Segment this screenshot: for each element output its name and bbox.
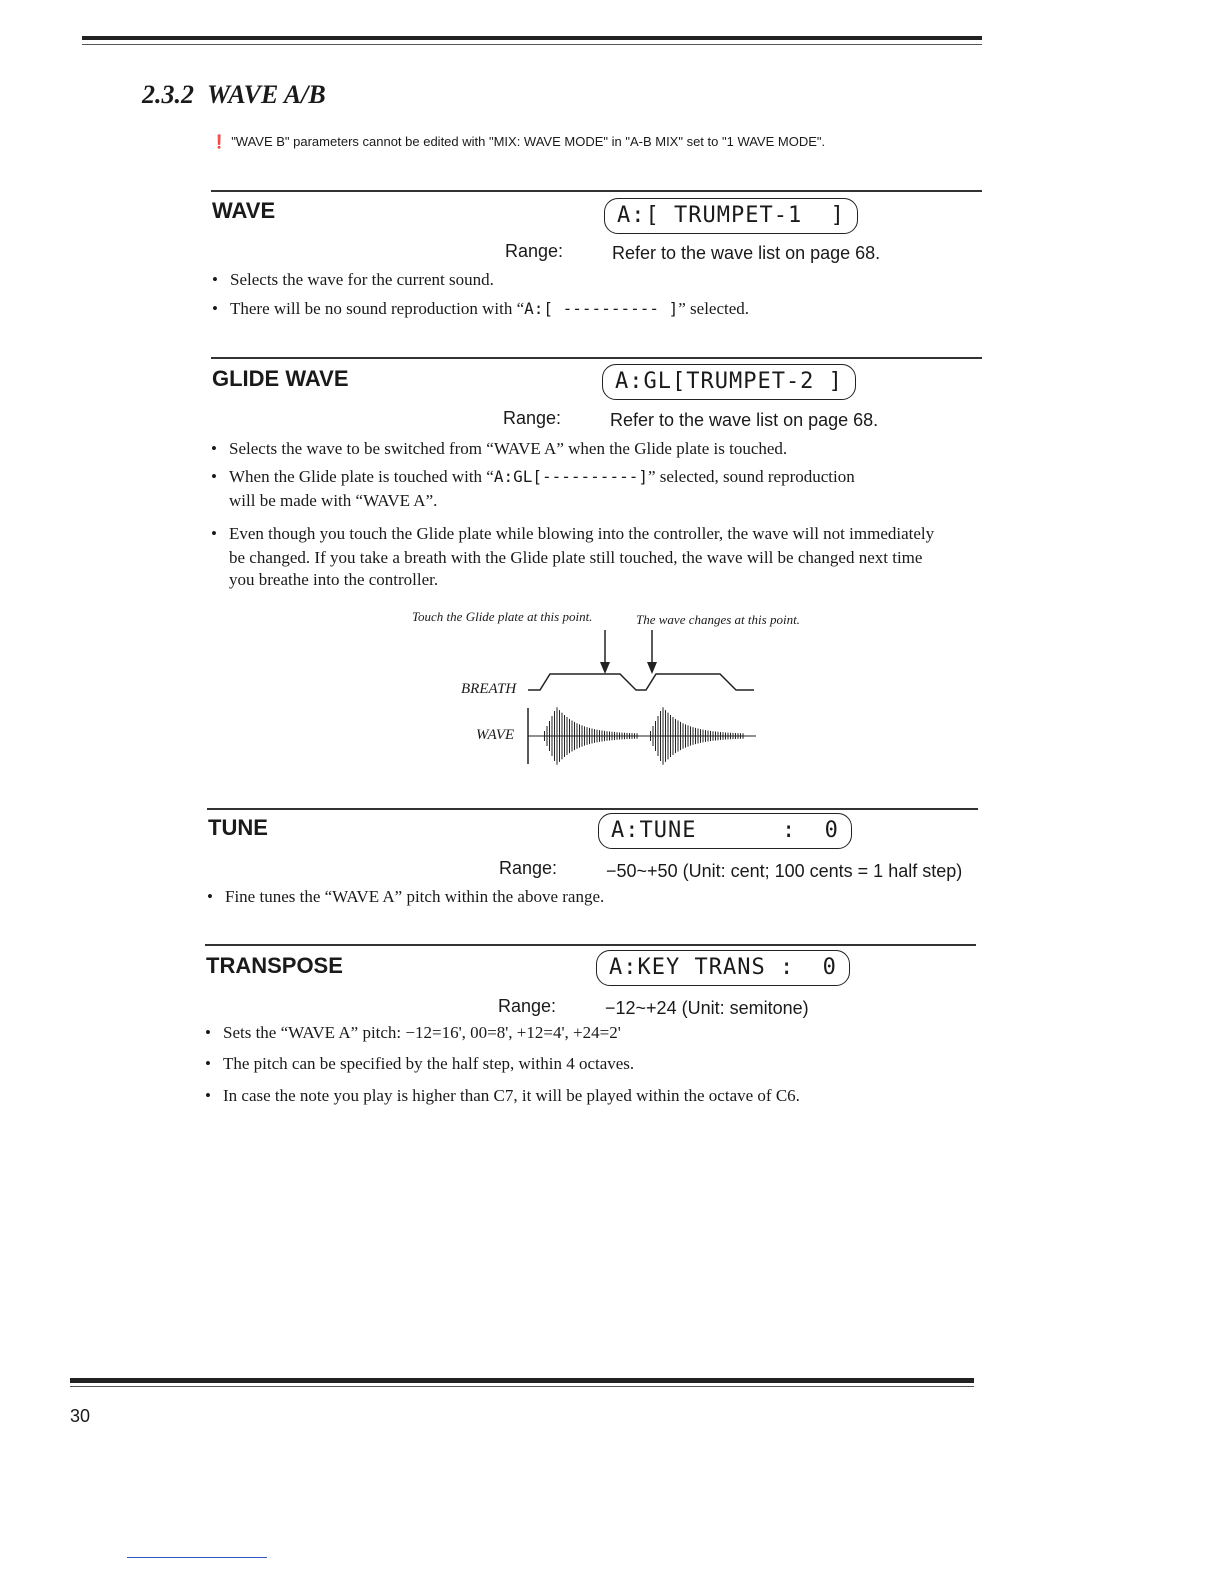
transpose-bullet-1: • Sets the “WAVE A” pitch: −12=16', 00=8', +12=4', +24=2'	[205, 1023, 621, 1042]
section-heading	[142, 80, 326, 110]
tune-lcd-display: A:TUNE : 0	[598, 813, 852, 849]
bottom-rule	[70, 1378, 974, 1383]
bottom-rule-thin	[70, 1386, 974, 1387]
transpose-bullet-3: • In case the note you play is higher than C7, it will be played within the octave of C6.	[205, 1086, 800, 1105]
breath-line	[528, 674, 754, 690]
note-text: "WAVE B" parameters cannot be edited with "MIX: WAVE MODE" in "A-B MIX" set to "1 WAVE MODE".	[231, 134, 826, 149]
wave-bullet-2: • There will be no sound reproduction with “A:[ ---------- ]” selected.	[212, 299, 750, 318]
glide-range-label: Range:	[503, 408, 562, 428]
wave-range-label: Range:	[505, 241, 564, 261]
arrow-change	[647, 630, 657, 674]
glide-lcd-display: A:GL[TRUMPET-2 ]	[602, 364, 856, 400]
glide-rule	[211, 357, 982, 359]
glide-bullet-lcd: A:GL[----------]	[493, 467, 648, 486]
transpose-lcd-display: A:KEY TRANS : 0	[596, 950, 850, 986]
wave-title: WAVE	[212, 198, 276, 223]
glide-title: GLIDE WAVE	[212, 366, 349, 391]
tune-title: TUNE	[208, 815, 268, 840]
glide-bullet-1: • Selects the wave to be switched from “WAVE A” when the Glide plate is touched.	[211, 439, 788, 458]
transpose-range-value: −12~+24 (Unit: semitone)	[605, 998, 809, 1018]
tune-rule	[207, 808, 978, 810]
glide-bullet-3-line2: be changed. If you take a breath with the Glide plate still touched, the wave will be changed next time	[229, 548, 923, 567]
wave-range-value: Refer to the wave list on page 68.	[612, 243, 881, 263]
wave-bullet-lcd: A:[ ---------- ]	[524, 299, 679, 318]
diagram-caption-touch: Touch the Glide plate at this point.	[412, 609, 593, 624]
transpose-rule	[205, 944, 976, 946]
breath-wave-diagram	[520, 628, 780, 773]
tune-range-label: Range:	[499, 858, 558, 878]
page-number: 30	[70, 1406, 91, 1426]
transpose-bullet-2: • The pitch can be specified by the half step, within 4 octaves.	[205, 1054, 635, 1073]
diagram-breath-label: BREATH	[461, 681, 517, 697]
section-title: WAVE A/B	[207, 80, 326, 109]
transpose-range-label: Range:	[498, 996, 557, 1016]
tune-bullet-1: • Fine tunes the “WAVE A” pitch within the above range.	[207, 887, 605, 906]
arrow-touch	[600, 630, 610, 674]
top-rule-thin	[82, 44, 982, 45]
glide-bullet-2-cont: will be made with “WAVE A”.	[229, 491, 438, 510]
wave-lcd-display: A:[ TRUMPET-1 ]	[604, 198, 858, 234]
glide-range-value: Refer to the wave list on page 68.	[610, 410, 879, 430]
glide-bullet-2: • When the Glide plate is touched with “A:GL[----------]” selected, sound reproduction	[211, 467, 855, 486]
diagram-caption-change: The wave changes at this point.	[636, 612, 800, 627]
tune-range-value: −50~+50 (Unit: cent; 100 cents = 1 half step)	[606, 861, 963, 881]
glide-bullet-3: • Even though you touch the Glide plate while blowing into the controller, the wave will not immediately	[211, 524, 935, 543]
top-rule	[82, 36, 982, 40]
diagram-wave-label: WAVE	[476, 727, 515, 743]
warning-icon: ❗	[211, 134, 228, 149]
glide-bullet-3-line3: you breathe into the controller.	[229, 570, 439, 589]
wave-rule	[211, 190, 982, 192]
transpose-title: TRANSPOSE	[206, 953, 343, 978]
warning-note	[211, 134, 825, 150]
section-number: 2.3.2	[142, 80, 194, 109]
wave-bullet-1: • Selects the wave for the current sound.	[212, 270, 494, 289]
blue-underline-mark	[127, 1557, 267, 1558]
